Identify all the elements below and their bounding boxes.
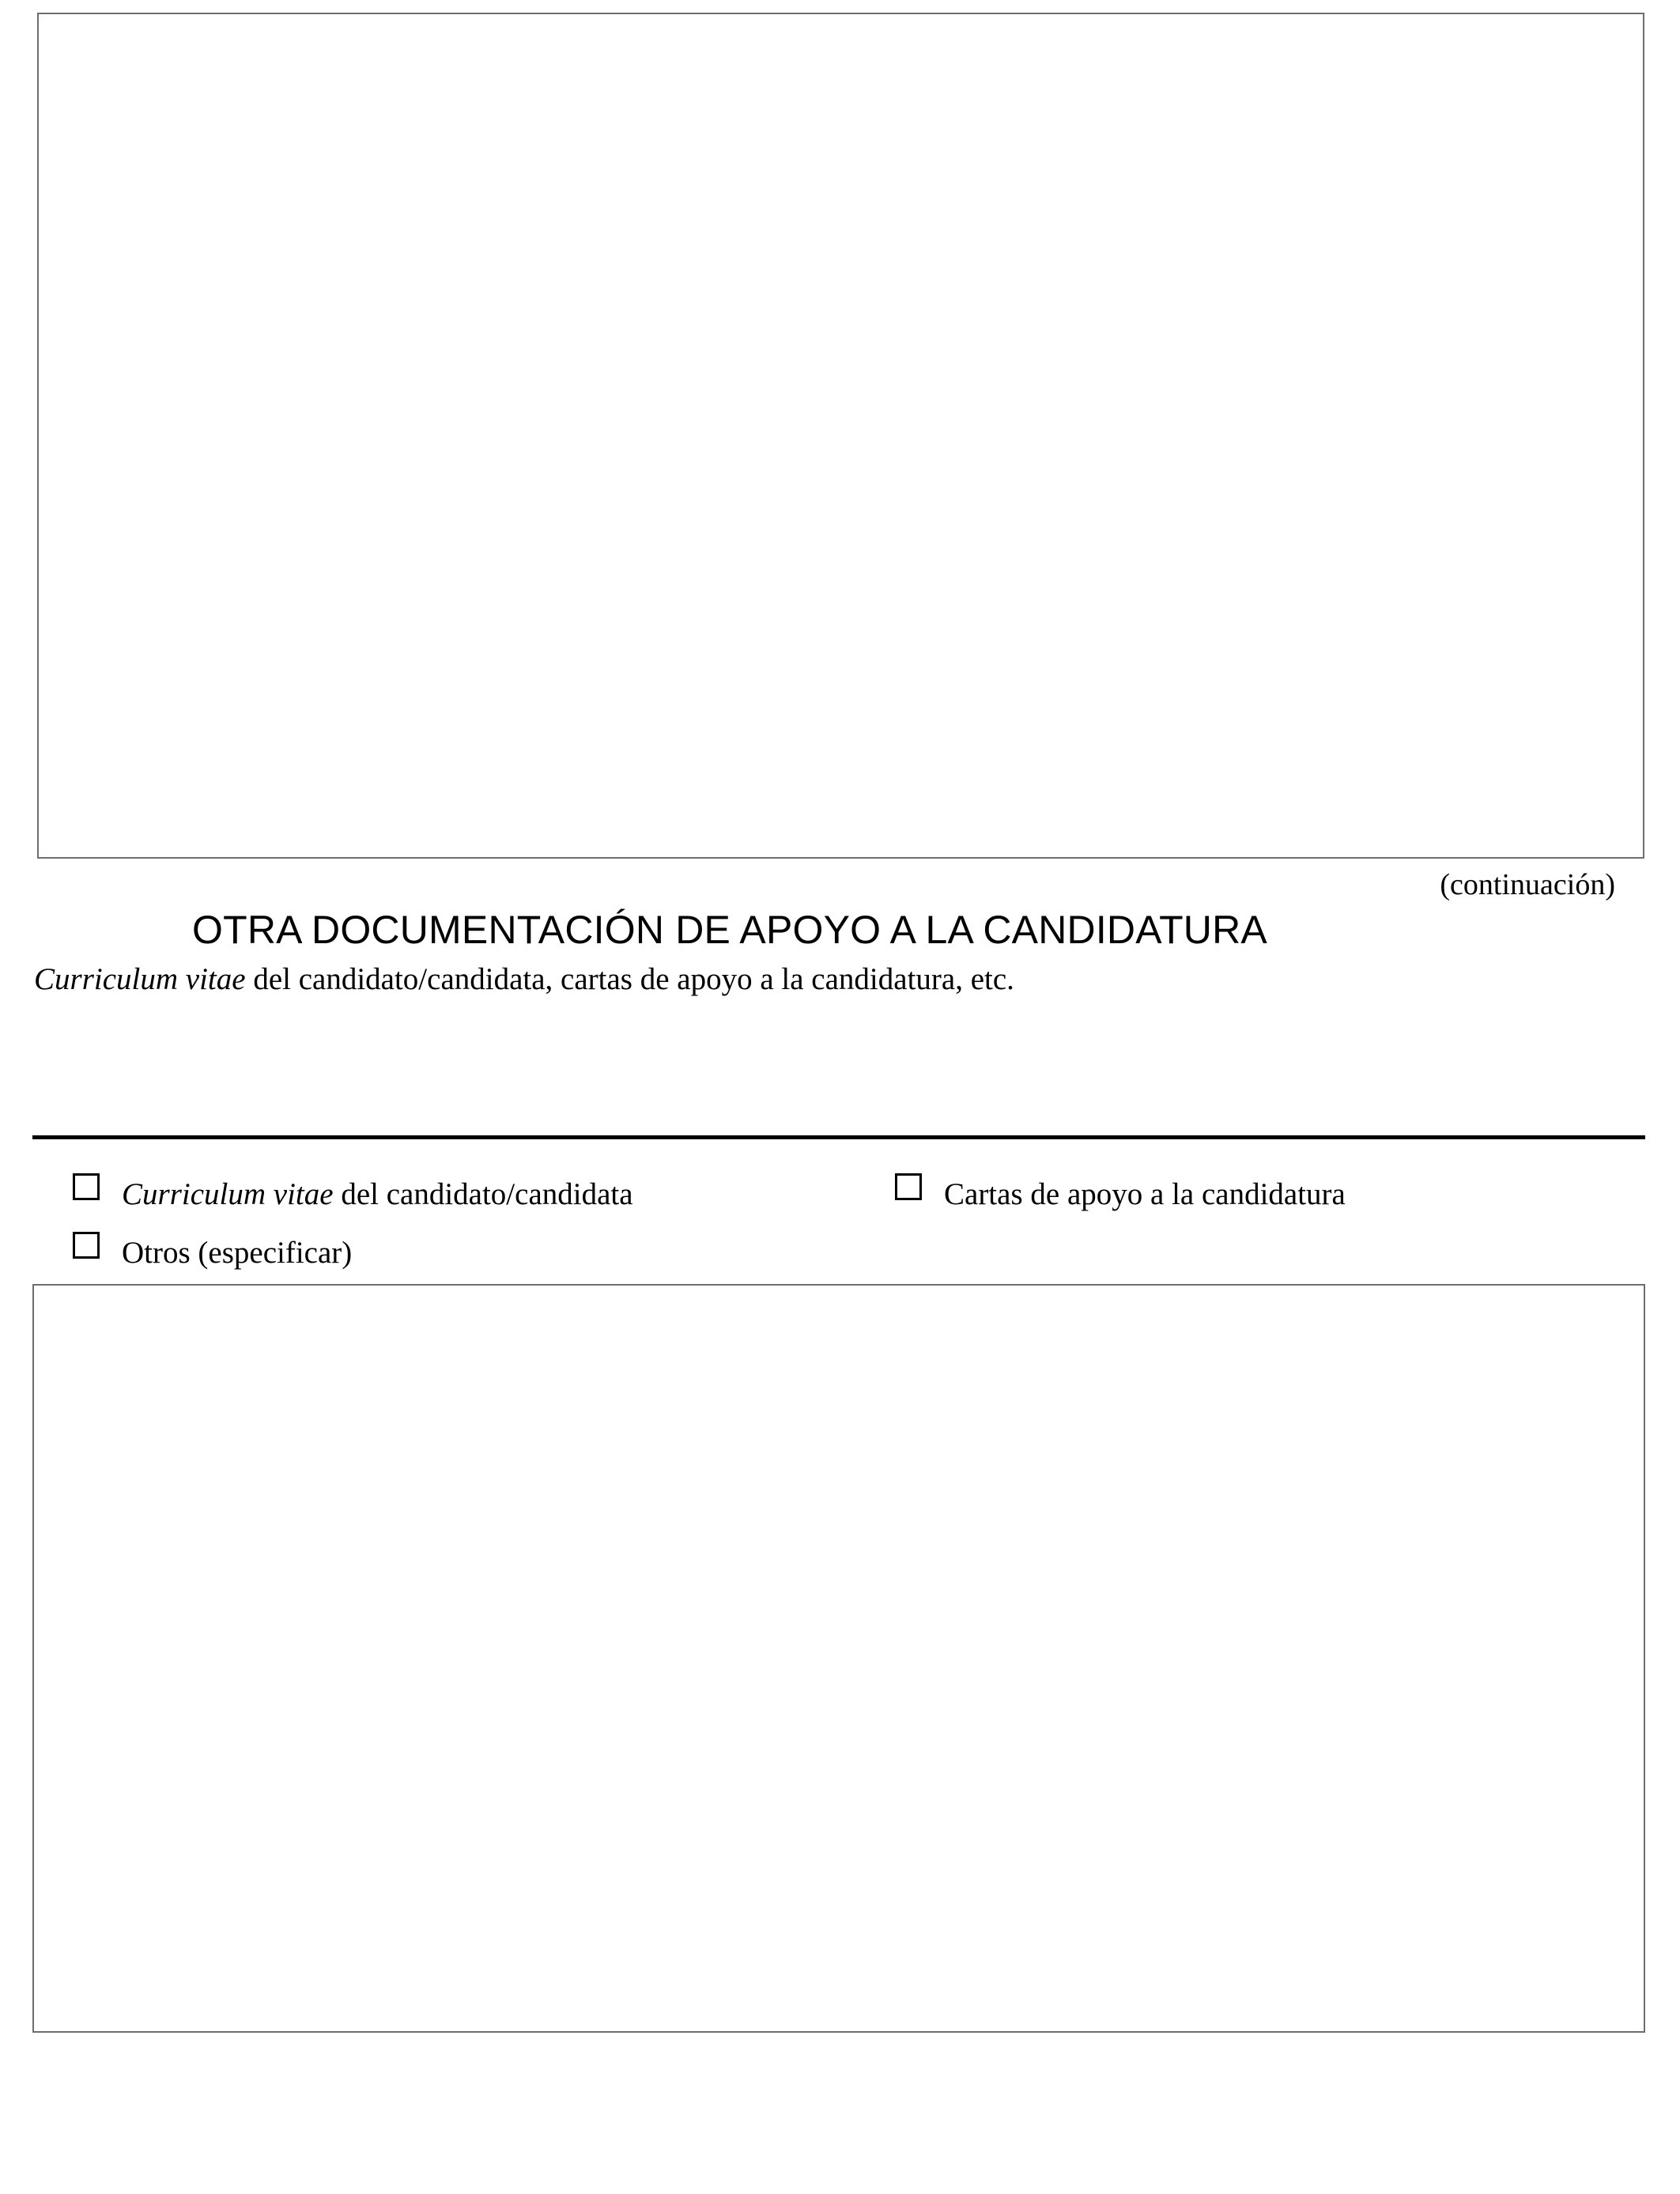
section-subtitle [34, 961, 1014, 997]
documentation-text-box[interactable] [32, 1284, 1645, 2033]
option-otros-label: Otros (especificar) [122, 1236, 353, 1270]
subtitle-rest: del candidato/candidata, cartas de apoyo a la candidatura, etc. [245, 962, 1014, 996]
checkbox-curriculum-vitae[interactable] [73, 1173, 100, 1200]
subtitle-italic: Curriculum vitae [34, 962, 246, 996]
option-cv-italic: Curriculum vitae [122, 1177, 334, 1211]
continuation-label: (continuación) [1440, 868, 1615, 901]
option-otros[interactable] [73, 1235, 352, 1271]
option-cv-rest: del candidato/candidata [333, 1177, 633, 1211]
option-cartas-label: Cartas de apoyo a la candidatura [944, 1177, 1346, 1211]
previous-section-text-box[interactable] [37, 13, 1644, 859]
option-cv-label [122, 1176, 633, 1212]
option-cartas-apoyo[interactable] [895, 1176, 1346, 1212]
option-curriculum-vitae[interactable] [73, 1176, 633, 1212]
section-divider [32, 1135, 1645, 1139]
checkbox-otros[interactable] [73, 1232, 100, 1259]
section-title: OTRA DOCUMENTACIÓN DE APOYO A LA CANDIDATURA [192, 908, 1267, 952]
checkbox-cartas-apoyo[interactable] [895, 1173, 922, 1200]
